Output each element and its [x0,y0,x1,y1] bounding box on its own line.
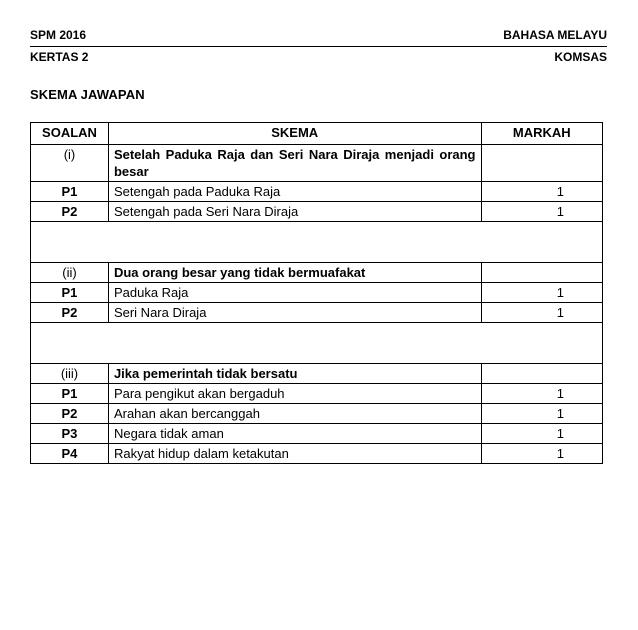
table-row [31,424,603,444]
question-text: Dua orang besar yang tidak bermuafakat [108,263,481,283]
question-text: Setelah Paduka Raja dan Seri Nara Diraja menjadi orang besar [108,145,481,182]
spacer-row [31,323,603,364]
point-text: Setengah pada Paduka Raja [108,182,481,202]
point-text: Paduka Raja [108,283,481,303]
column-header-soalan: SOALAN [31,123,109,145]
point-text: Arahan akan bercanggah [108,404,481,424]
question-mark-cell [481,364,602,384]
table-row [31,303,603,323]
paper-section: KOMSAS [554,50,607,64]
point-label: P2 [31,404,109,424]
table-row [31,283,603,303]
header-row-top [30,26,607,44]
question-row [31,364,603,384]
point-label: P1 [31,384,109,404]
page-title: SKEMA JAWAPAN [30,87,145,102]
question-number: (ii) [31,263,109,283]
table-row [31,444,603,464]
point-text: Seri Nara Diraja [108,303,481,323]
table-header-row [31,123,603,145]
spacer-cell [31,323,603,364]
spacer-cell [31,222,603,263]
point-mark: 1 [481,444,602,464]
point-mark: 1 [481,424,602,444]
point-label: P2 [31,202,109,222]
question-number: (i) [31,145,109,182]
point-mark: 1 [481,202,602,222]
table-row [31,202,603,222]
point-text: Negara tidak aman [108,424,481,444]
point-label: P1 [31,283,109,303]
point-mark: 1 [481,303,602,323]
point-label: P1 [31,182,109,202]
question-text: Jika pemerintah tidak bersatu [108,364,481,384]
point-label: P4 [31,444,109,464]
point-label: P2 [31,303,109,323]
point-text: Para pengikut akan bergaduh [108,384,481,404]
point-mark: 1 [481,283,602,303]
column-header-skema: SKEMA [108,123,481,145]
subject-name: BAHASA MELAYU [503,28,607,42]
question-row [31,263,603,283]
answer-scheme-table [30,122,603,464]
point-mark: 1 [481,384,602,404]
question-mark-cell [481,145,602,182]
question-number: (iii) [31,364,109,384]
point-text: Setengah pada Seri Nara Diraja [108,202,481,222]
point-mark: 1 [481,182,602,202]
exam-year: SPM 2016 [30,28,87,42]
point-mark: 1 [481,404,602,424]
column-header-markah: MARKAH [481,123,602,145]
spacer-row [31,222,603,263]
table-row [31,404,603,424]
header-divider [30,46,607,47]
table-row [31,384,603,404]
paper-number: KERTAS 2 [30,50,89,64]
question-row [31,145,603,182]
point-text: Rakyat hidup dalam ketakutan [108,444,481,464]
table-row [31,182,603,202]
header-row-bottom [30,48,607,66]
page-header [30,26,607,66]
point-label: P3 [31,424,109,444]
question-mark-cell [481,263,602,283]
